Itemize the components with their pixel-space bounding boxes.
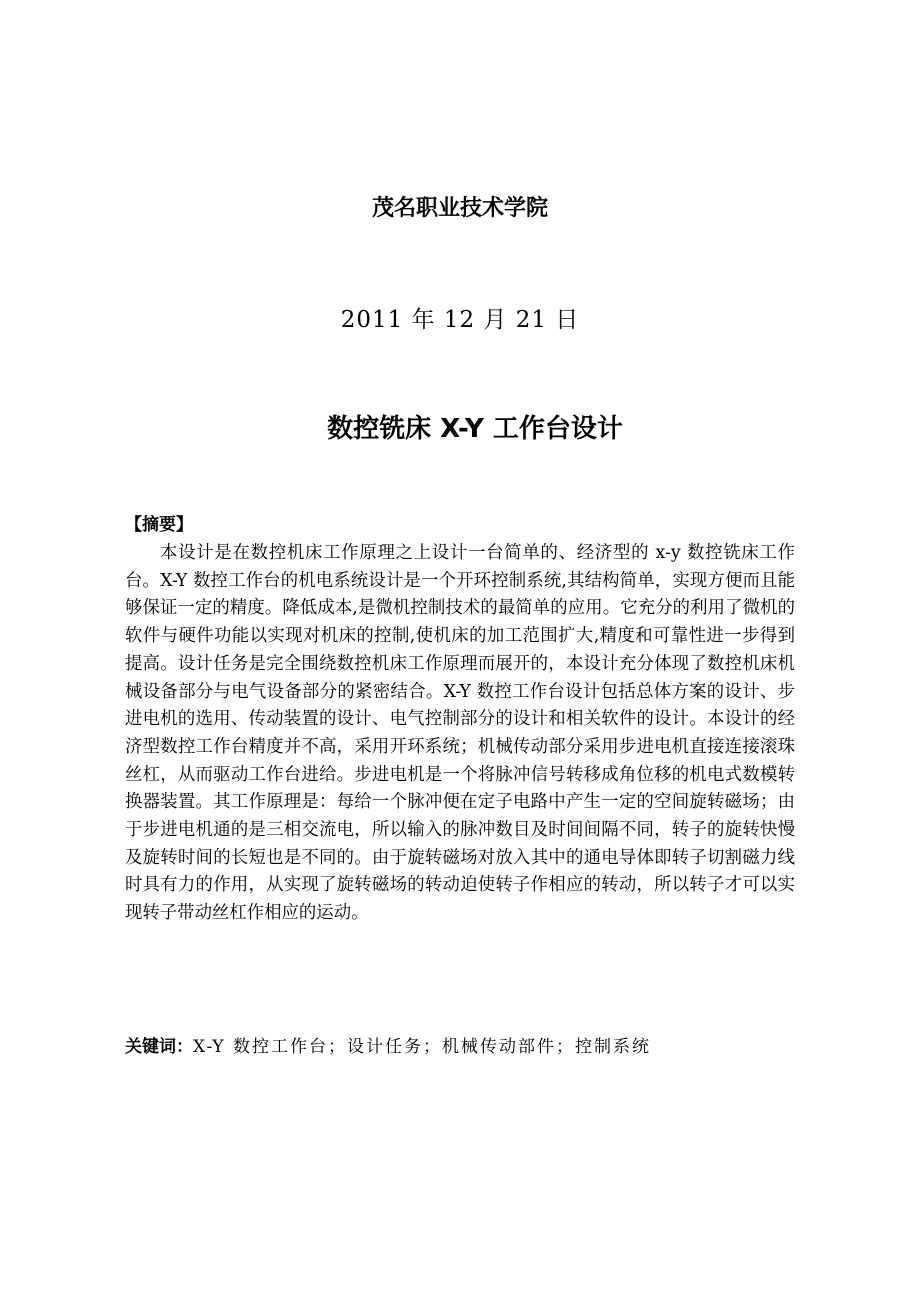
keywords-line <box>125 1034 805 1060</box>
institution-name: 茂名职业技术学院 <box>371 196 548 221</box>
abstract-body: 本设计是在数控机床工作原理之上设计一台简单的、经济型的 x-y 数控铣床工作台。X-Y 数控工作台的机电系统设计是一个开环控制系统,其结构简单，实现方便而且能够保证一定的精度。降低成本,是微机控制技术的最简单的应用。它充分的利用了微机的软件与硬件功能以实现对机床的控制,使机床的加工范围扩大,精度和可靠性进一步得到提高。设计任务是完全围绕数控机床工作原理而展开的，本设计充分体现了数控机床机械设备部分与电气设备部分的紧密结合。X-Y 数控工作台设计包括总体方案的设计、步进电机的选用、传动装置的设计、电气控制部分的设计和相关软件的设计。本设计的经济型数控工作台精度并不高，采用开环系统；机械传动部分采用步进电机直接连接滚珠丝杠，从而驱动工作台进给。步进电机是一个将脉冲信号转移成角位移的机电式数模转换器装置。其工作原理是：每给一个脉冲便在定子电路中产生一定的空间旋转磁场；由于步进电机通的是三相交流电，所以输入的脉冲数目及时间间隔不同，转子的旋转快慢及旋转时间的长短也是不同的。由于旋转磁场对放入其中的通电导体即转子切割磁力线时具有力的作用，从实现了旋转磁场的转动迫使转子作相应的转动，所以转子才可以实现转子带动丝杠作相应的运动。 <box>125 543 795 924</box>
keywords-label: 关键词： <box>125 1037 193 1057</box>
document-date: 2011 年 12 月 21 日 <box>340 307 580 333</box>
document-title: 数控铣床 X-Y 工作台设计 <box>327 414 623 444</box>
abstract-heading: 【摘要】 <box>125 515 193 535</box>
keywords-text: X-Y 数控工作台；设计任务；机械传动部件；控制系统 <box>193 1037 651 1057</box>
